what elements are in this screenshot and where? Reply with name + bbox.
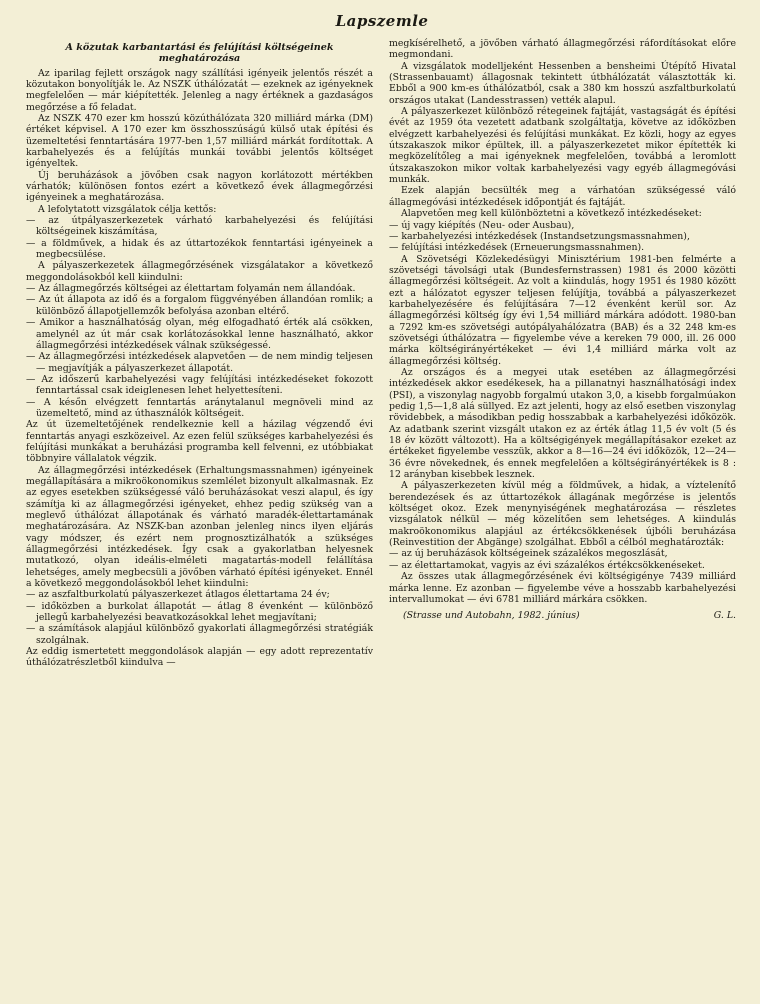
paragraph: Ezek alapján becsülték meg a várhatóan szükségessé váló állagmegóvási intézkedések időpontját és fajtáját. xyxy=(389,185,736,208)
list-item: — Az állagmegőrzési intézkedések alapvetően — de nem mindig teljesen — megjavítják a pályaszerkezet állapotát. xyxy=(26,351,373,374)
source-line xyxy=(389,610,736,621)
list-item: — az új beruházások költségeinek százalékos megoszlását, xyxy=(389,548,668,560)
list-item: — a számítások alapjául különböző gyakorlati állagmegőrzési stratégiák szolgálnak. xyxy=(26,623,373,646)
paragraph: Az iparilag fejlett országok nagy szállítási igényeik jelentős részét a közutakon bonyolítják le. Az NSZK úthálózatát — ezeknek az igényeknek megfelelően — már kiépítették. Jelenleg a nagy értéknek a gazdaságos megőrzése a fő feladat. xyxy=(26,67,373,113)
paragraph: Az állagmegőrzési intézkedések (Erhaltungsmassnahmen) igényeinek megállapítására a mikroökonomikus szemlélet bizonyult alkalmasnak. Ez az egyes esetekben szükségessé váló beruházásokat veszi alapul, és így számítja ki az állagmegőrzési igényeket, ehhez pedig szükség van a meglevő úthálózat állapotának és várható maradék-élettartamának meghatározására. Az NSZK-ban azonban jelenleg nincs ilyen eljárás vagy módszer, és ezért nem prognosztizálhatók a szükséges állagmegőrzési intézkedések. Így csak a gyakorlatban helyesnek mutatkozó, olyan ideális-elméleti magatartás-modell felállítása lehetséges, amely megbecsüli a jövőben várható építési igényeket. Ennél a következő meggondolásokból lehet kiindulni: xyxy=(26,464,373,590)
paragraph: Az NSZK 470 ezer km hosszú közúthálózata 320 milliárd márka (DM) értéket képvisel. A 170 ezer km összhosszúságú külső utak építési és üzemeltetési fenntartására 1977-ben 1,57 milliárd márkát fordítottak. A karbahelyezés és a felújítás munkái további jelentős költséget igényeltek. xyxy=(26,112,373,170)
list-item: — új vagy kiépítés (Neu- oder Ausbau), xyxy=(389,219,575,231)
article-title: A közutak karbantartási és felújítási költségeinek meghatározása xyxy=(65,42,334,65)
section-header: Lapszemle xyxy=(335,12,429,30)
paragraph: A lefolytatott vizsgálatok célja kettős: xyxy=(38,203,217,215)
paragraph: Az út üzemeltetőjének rendelkeznie kell a házilag végzendő évi fenntartás anyagi eszközeivel. Az ezen felül szükséges karbahelyezési és felújítási munkákat a beruházási programba kell felvenni, ez utóbbiakat többnyire vállalatok végzik. xyxy=(26,419,373,465)
paragraph: A pályaszerkezet különböző rétegeinek fajtáját, vastagságát és építési évét az 1959 óta vezetett adatbank szolgáltatja, követve az időközben elvégzett karbahelyezési és felújítási munkákat. Ez közli, hogy az egyes útszakaszok mikor épültek, ill. a pályaszerkezetet mikor építették ki megközelítőleg a mai igényeknek megfelelően, továbbá a leromlott útszakaszokon mikor voltak karbahelyezési vagy egyéb állagmegóvási munkák. xyxy=(389,106,736,186)
list-item: — az útpályaszerkezetek várható karbahelyezési és felújítási költségeinek kiszámítása, xyxy=(26,215,373,238)
list-item: — A későn elvégzett fenntartás aránytalanul megnöveli mind az üzemeltető, mind az úthasználók költségeit. xyxy=(26,396,373,419)
list-item: — Az állagmegőrzés költségei az élettartam folyamán nem állandóak. xyxy=(26,283,356,295)
list-item: — Az időszerű karbahelyezési vagy felújítási intézkedéseket fokozott fenntartással csak ideiglenesen lehet helyettesíteni. xyxy=(26,373,373,397)
list-item: — a földművek, a hidak és az úttartozékok fenntartási igényeinek a megbecsülése. xyxy=(26,237,373,261)
paragraph: Alapvetően meg kell különböztetni a következő intézkedéseket: xyxy=(401,208,702,220)
paragraph: A pályaszerkezetek állagmegőrzésének vizsgálatakor a következő meggondolásokból kell kiindulni: xyxy=(26,260,373,283)
author-initials: G. L. xyxy=(713,610,736,622)
paragraph: Az összes utak állagmegőrzésének évi költségigénye 7439 milliárd márka lenne. Ez azonban — figyelembe véve a hosszabb karbahelyezési intervallumokat — évi 6781 milliárd márkára csökken. xyxy=(389,571,736,605)
right-column xyxy=(389,38,736,669)
paragraph: megkísérelhető, a jövőben várható állagmegőrzési ráfordításokat előre megmondani. xyxy=(389,38,736,61)
list-item: — Az út állapota az idő és a forgalom függvényében állandóan romlik; a különböző állapotjellemzők befolyása azonban eltérő. xyxy=(26,294,373,317)
list-item: — karbahelyezési intézkedések (Instandsetzungsmassnahmen), xyxy=(389,230,690,242)
paragraph: A Szövetségi Közlekedésügyi Minisztérium 1981-ben felmérte a szövetségi távolsági utak (Bundesfernstrassen) 1981 és 2000 közötti állagmegőrzési költségeit. Az volt a kiindulás, hogy 1951 és 1980 között ezt a hálózatot egyszer teljesen felújítja, továbbá a pályaszerkezet karbahelyezésére és felújítására 7—12 évenként kerül sor. Az állagmegőrzési költség így évi 1,54 milliárd márkára adódott. 1980-ban a 7292 km-es szövetségi autópályahálózatra (BAB) és a 32 248 km-es szövetségi úthálózatra — figyelembe véve a kereken 79 000, ill. 26 000 márka költségirányértékeket — évi 1,4 milliárd márka volt az állagmegőrzési költség. xyxy=(389,253,736,367)
list-item: — időközben a burkolat állapotát — átlag 8 évenként — különböző jellegű karbahelyezési beavatkozásokkal lehet megjavítani; xyxy=(26,600,373,624)
list-item: — felújítási intézkedések (Erneuerungsmassnahmen). xyxy=(389,242,645,254)
source-citation: (Strasse und Autobahn, 1982. június) xyxy=(403,610,580,622)
paragraph: Az eddig ismertetett meggondolások alapján — egy adott reprezentatív úthálózatrészletből kiindulva — xyxy=(26,646,373,669)
paragraph: Az országos és a megyei utak esetében az állagmegőrzési intézkedések akkor esedékesek, ha a pillanatnyi használhatósági index (PSI), a viszonylag nagyobb forgalmú utakon 3,0, a kisebb forgalmúakon pedig 1,5—1,8 alá süllyed. Ez azt jelenti, hogy az első esetben viszonylag rövidebbek, a másodikban pedig hosszabbak a karbahelyezési időközök. Az adatbank szerint vizsgált utakon ez az érték átlag 11,5 év volt (5 és 18 év között változott). Ha a költségigények megállapításakor ezeket az értékeket figyelembe vesszük, akkor a 8—16—24 évi időközök, 12—24—36 évre növekednek, és ennek megfelelően a költségirányértékek is 8 : 12 arányban kisebbek lesznek. xyxy=(389,366,736,481)
paragraph: Új beruházások a jövőben csak nagyon korlátozott mértékben várhatók; különösen fontos ezért a következő évek állagmegőrzési igényeinek a meghatározása. xyxy=(26,169,373,204)
list-item: — Amikor a használhatóság olyan, még elfogadható érték alá csökken, amelynél az út már csak korlátozásokkal lenne használható, akkor állagmegőrzési intézkedések válnak szükségessé. xyxy=(26,317,373,351)
list-item: — az aszfaltburkolatú pályaszerkezet átlagos élettartama 24 év; xyxy=(26,589,330,601)
left-column xyxy=(26,38,373,669)
article-columns xyxy=(26,38,738,669)
paragraph: A pályaszerkezeten kívül még a földművek, a hidak, a víztelenítő berendezések és az úttartozékok állagának megőrzése is jelentős költséget okoz. Ezek menynyiségének meghatározása — részletes vizsgálatok nélkül — még közelítően sem lehetséges. A kiindulás makroökonomikus alapjául az értékcsökkenések újbóli beruházása (Reinvestition der Abgänge) szolgálhat. Ebből a célból meghatározták: xyxy=(389,480,736,549)
paragraph: A vizsgálatok modelljeként Hessenben a bensheimi Útépítő Hivatal (Strassenbauamt) állagosnak tekintett útbhálózatát választották ki. Ebből a 900 km-es úthálózatból, csak a 380 km hosszú aszfaltburkolatú országos utakat (Landesstrassen) vették alapul. xyxy=(389,60,736,106)
list-item: — az élettartamokat, vagyis az évi százalékos értékcsökkenéseket. xyxy=(389,559,705,571)
